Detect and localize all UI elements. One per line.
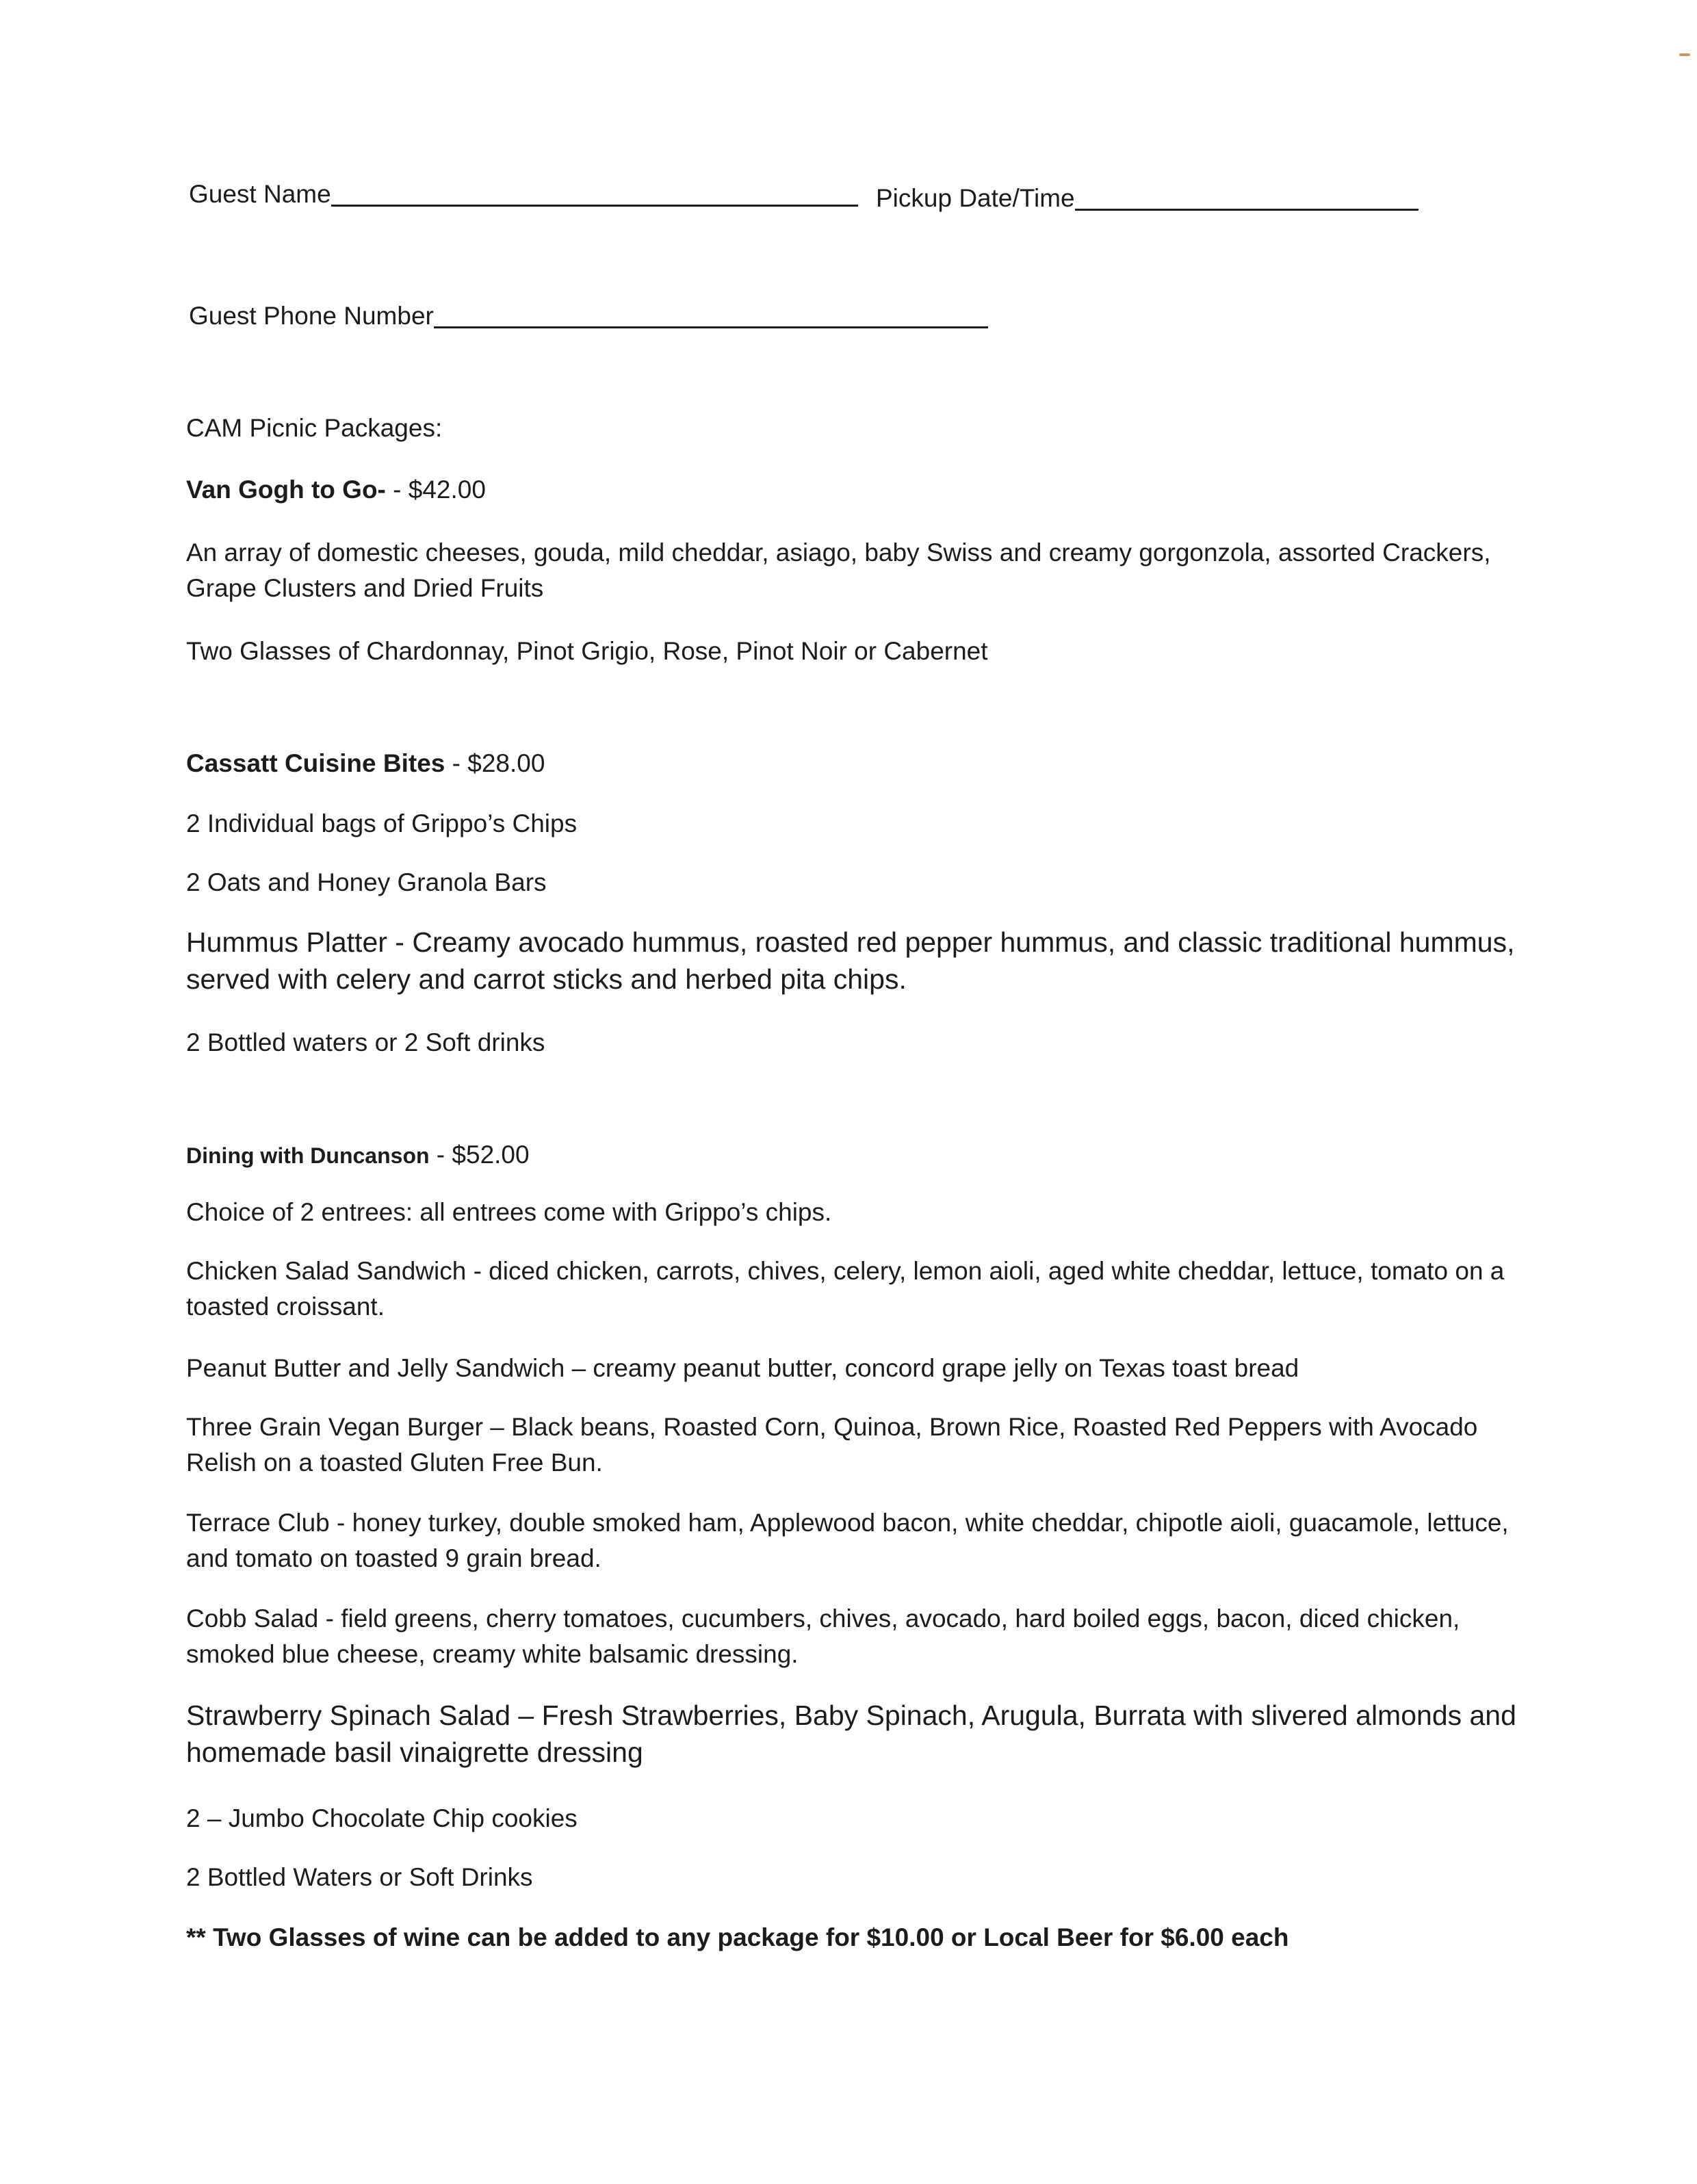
pickup-datetime-line[interactable]: [1075, 209, 1419, 211]
package-item: Peanut Butter and Jelly Sandwich – creamy peanut butter, concord grape jelly on Texas toast bread: [186, 1354, 1299, 1382]
package-heading: [186, 472, 1527, 508]
guest-name-line[interactable]: [331, 205, 858, 207]
pickup-datetime-label: Pickup Date/Time: [876, 184, 1075, 212]
package-heading: [186, 746, 1527, 781]
package-item: Chicken Salad Sandwich - diced chicken, carrots, chives, celery, lemon aioli, aged white cheddar, lettuce, tomato on a toasted croissant.: [186, 1257, 1505, 1321]
package-item: 2 – Jumbo Chocolate Chip cookies: [186, 1804, 578, 1832]
package-item: Terrace Club - honey turkey, double smoked ham, Applewood bacon, white cheddar, chipotle aioli, guacamole, lettuce, and tomato on toasted 9 grain bread.: [186, 1509, 1509, 1572]
package-item: 2 Bottled waters or 2 Soft drinks: [186, 1028, 545, 1056]
package-heading: [186, 1137, 1527, 1173]
package-name: Van Gogh to Go-: [186, 476, 386, 504]
package-name: Cassatt Cuisine Bites: [186, 749, 445, 777]
scan-speck: [1679, 53, 1690, 56]
guest-phone-label: Guest Phone Number: [189, 302, 434, 330]
package-item: Strawberry Spinach Salad – Fresh Strawberries, Baby Spinach, Arugula, Burrata with slivered almonds and homemade basil vinaigrette dressing: [186, 1700, 1516, 1768]
package-price: - $52.00: [429, 1141, 530, 1169]
guest-phone-field[interactable]: [189, 301, 988, 331]
package-item: Two Glasses of Chardonnay, Pinot Grigio, Rose, Pinot Noir or Cabernet: [186, 637, 988, 665]
guest-phone-line[interactable]: [434, 326, 988, 328]
package-item: 2 Oats and Honey Granola Bars: [186, 868, 547, 896]
package-item: An array of domestic cheeses, gouda, mild cheddar, asiago, baby Swiss and creamy gorgonzola, assorted Crackers, Grape Clusters and Dried Fruits: [186, 538, 1491, 602]
package-item: Choice of 2 entrees: all entrees come with Grippo’s chips.: [186, 1198, 832, 1226]
guest-name-label: Guest Name: [189, 180, 331, 208]
packages-intro: CAM Picnic Packages:: [186, 414, 443, 442]
package-item: Three Grain Vegan Burger – Black beans, Roasted Corn, Quinoa, Brown Rice, Roasted Red Peppers with Avocado Relish on a toasted Gluten Free Bun.: [186, 1413, 1478, 1477]
package-price: - $28.00: [445, 749, 545, 777]
package-item: 2 Individual bags of Grippo’s Chips: [186, 809, 578, 837]
package-item: 2 Bottled Waters or Soft Drinks: [186, 1863, 533, 1891]
package-price: - $42.00: [385, 476, 486, 504]
guest-name-field[interactable]: [189, 179, 858, 209]
pickup-datetime-field[interactable]: [876, 183, 1419, 213]
footnote: ** Two Glasses of wine can be added to any package for $10.00 or Local Beer for $6.00 each: [186, 1923, 1289, 1951]
package-item: Cobb Salad - field greens, cherry tomatoes, cucumbers, chives, avocado, hard boiled eggs, bacon, diced chicken, smoked blue cheese, creamy white balsamic dressing.: [186, 1604, 1460, 1668]
package-name: Dining with Duncanson: [186, 1143, 430, 1168]
package-item: Hummus Platter - Creamy avocado hummus, roasted red pepper hummus, and classic traditional hummus, served with celery and carrot sticks and herbed pita chips.: [186, 926, 1515, 995]
